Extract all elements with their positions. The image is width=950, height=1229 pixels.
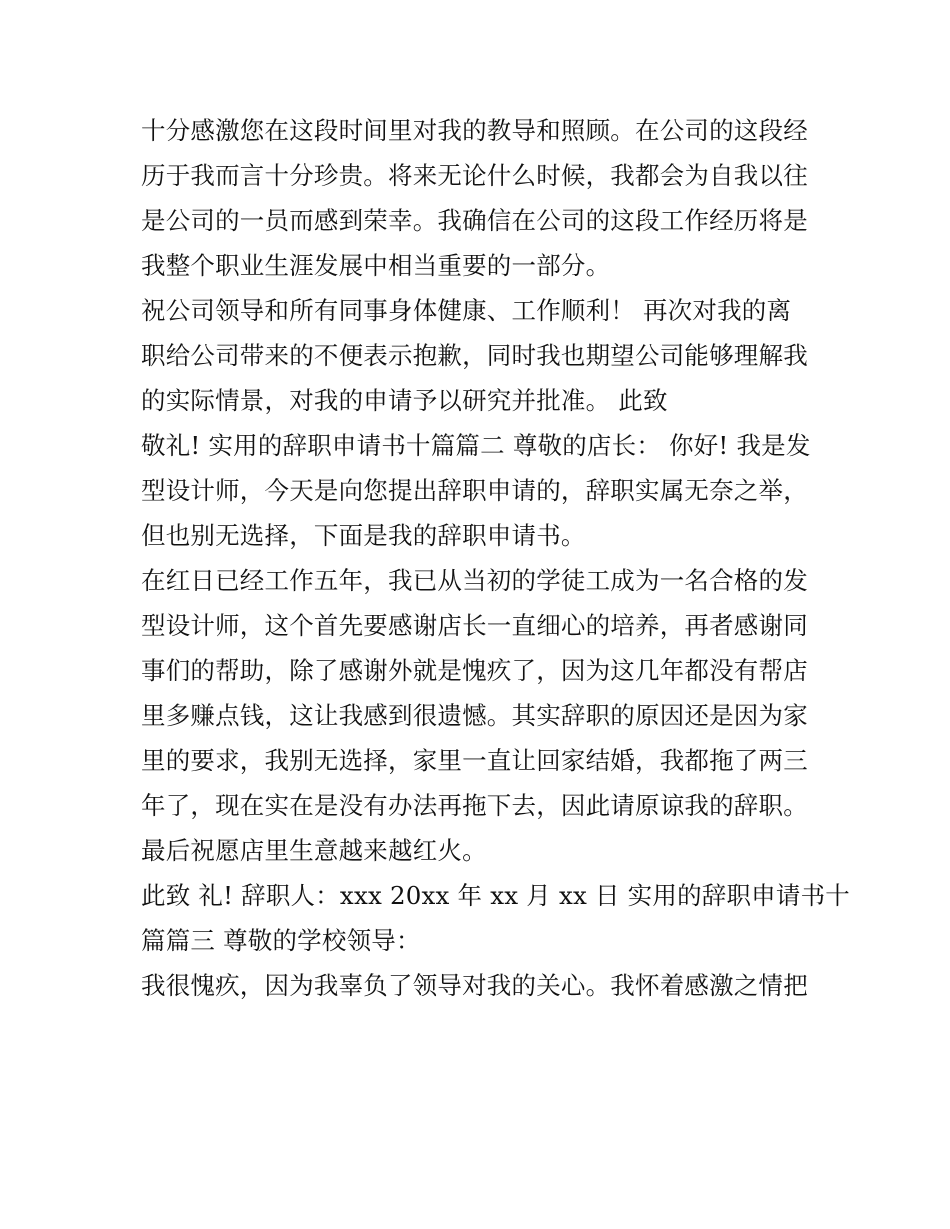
text-line: 里多赚点钱，这让我感到很遗憾。其实辞职的原因还是因为家 [141,701,808,730]
text-line: 型设计师，这个首先要感谢店长一直细心的培养，再者感谢同 [141,611,808,640]
text-line: 型设计师，今天是向您提出辞职申请的，辞职实属无奈之举， [141,476,808,505]
text-line: 的实际情景，对我的申请予以研究并批准。 此致 [141,386,668,415]
text-line: 最后祝愿店里生意越来越红火。 [141,836,487,865]
text-line: 篇篇三 尊敬的学校领导： [141,926,421,955]
text-line: 历于我而言十分珍贵。将来无论什么时候，我都会为自我以往 [141,161,808,190]
text-line: 我很愧疚，因为我辜负了领导对我的关心。我怀着感激之情把 [141,971,808,1000]
text-line: 此致 礼! 辞职人：xxx 20xx 年 xx 月 xx 日 实用的辞职申请书十 [141,881,850,910]
text-line: 年了，现在实在是没有办法再拖下去，因此请原谅我的辞职。 [141,791,808,820]
text-line: 但也别无选择，下面是我的辞职申请书。 [141,521,586,550]
document-body [141,108,850,1008]
text-line: 是公司的一员而感到荣幸。我确信在公司的这段工作经历将是 [141,206,808,235]
text-line: 我整个职业生涯发展中相当重要的一部分。 [141,251,611,280]
text-line: 祝公司领导和所有同事身体健康、工作顺利！ 再次对我的离 [141,296,792,325]
text-line: 职给公司带来的不便表示抱歉，同时我也期望公司能够理解我 [141,341,808,370]
text-line: 敬礼! 实用的辞职申请书十篇篇二 尊敬的店长： 你好! 我是发 [141,431,811,460]
text-line: 十分感激您在这段时间里对我的教导和照顾。在公司的这段经 [141,116,808,145]
text-line: 在红日已经工作五年，我已从当初的学徒工成为一名合格的发 [141,566,808,595]
text-line: 里的要求，我别无选择，家里一直让回家结婚，我都拖了两三 [141,746,808,775]
text-line: 事们的帮助，除了感谢外就是愧疚了，因为这几年都没有帮店 [141,656,808,685]
